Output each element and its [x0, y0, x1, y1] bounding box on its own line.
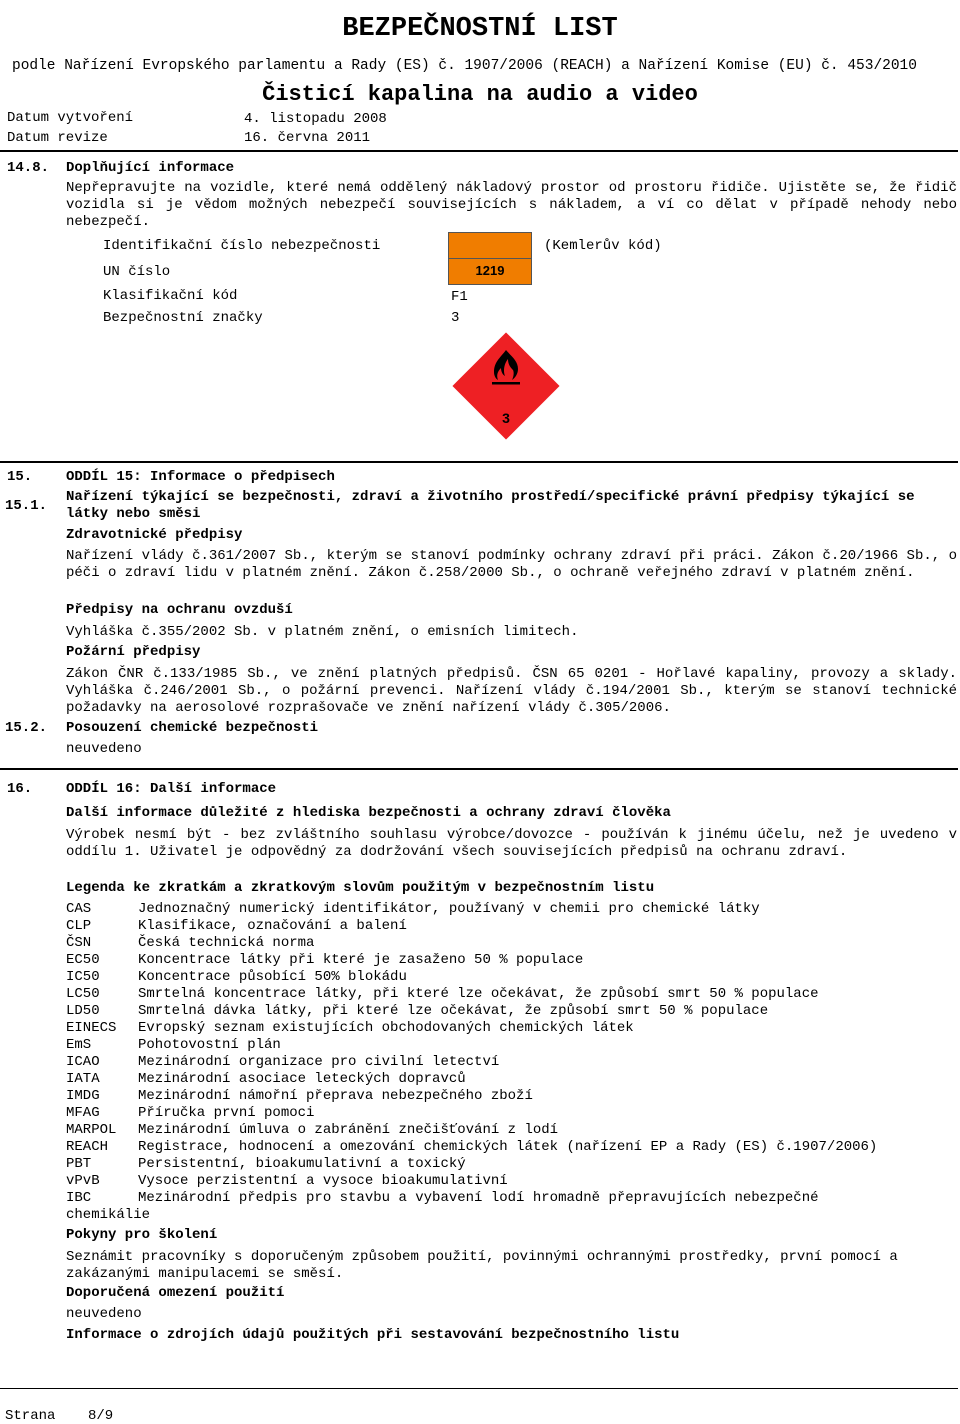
abbreviation-code: EINECS [66, 1020, 117, 1036]
header-divider [0, 150, 958, 152]
section-15-divider [0, 461, 958, 463]
abbreviation-code: MARPOL [66, 1122, 117, 1138]
section-15-2-title: Posouzení chemické bezpečnosti [66, 720, 319, 736]
abbreviation-meaning: Koncentrace látky při které je zasaženo 50 % populace [138, 952, 584, 968]
abbreviation-meaning: Mezinárodní úmluva o zabránění znečišťování z lodí [138, 1122, 559, 1138]
section-15-1-number: 15.1. [5, 498, 48, 514]
hazard-id-label: Identifikační číslo nebezpečnosti [103, 238, 381, 254]
abbreviation-meaning: Smrtelná koncentrace látky, při které lze očekávat, že způsobí smrt 50 % populace [138, 986, 819, 1002]
section-15-number: 15. [7, 469, 33, 485]
abbreviation-code: EC50 [66, 952, 100, 968]
health-regulations-title: Zdravotnické předpisy [66, 527, 243, 543]
additional-info-title: Další informace důležité z hlediska bezpečnosti a ochrany zdraví člověka [66, 805, 671, 821]
page-label: Strana [5, 1408, 56, 1424]
section-14-8-text: Nepřepravujte na vozidle, které nemá oddělený nákladový prostor od prostoru řidiče. Ujistěte se, že řidič vozidla si je vědom možných nebezpečí souvisejících s nákladem, a ví co dělat v případě nehody nebo nebezpečí. [66, 180, 957, 230]
training-text: Seznámit pracovníky s doporučeným způsobem použití, povinnými ochrannými prostředky, první pomocí a zakázanými manipulacemi se směsí. [66, 1249, 898, 1282]
kemler-label: (Kemlerův kód) [544, 238, 662, 254]
abbreviation-row [66, 1003, 877, 1020]
product-name: Čisticí kapalina na audio a video [262, 82, 698, 107]
created-label: Datum vytvoření [7, 110, 134, 126]
abbreviation-code: LD50 [66, 1003, 100, 1019]
safety-signs-value: 3 [451, 310, 460, 326]
abbreviation-row [66, 1139, 877, 1156]
abbreviation-row [66, 918, 877, 935]
abbreviation-meaning: Klasifikace, označování a balení [138, 918, 407, 934]
abbreviation-code: IMDG [66, 1088, 100, 1104]
abbreviation-meaning: Mezinárodní asociace leteckých dopravců [138, 1071, 466, 1087]
hazard-class-number: 3 [502, 410, 510, 426]
abbreviation-row [66, 1156, 877, 1173]
abbreviation-code: CLP [66, 918, 92, 934]
abbreviation-row [66, 1190, 877, 1207]
abbreviation-row [66, 935, 877, 952]
abbreviation-row [66, 969, 877, 986]
hazard-id-plate [448, 232, 532, 259]
created-value: 4. listopadu 2008 [244, 111, 387, 127]
un-number-label: UN číslo [103, 264, 171, 280]
revised-label: Datum revize [7, 130, 108, 146]
abbreviation-row [66, 1054, 877, 1071]
abbreviation-meaning: Jednoznačný numerický identifikátor, používaný v chemii pro chemické látky [138, 901, 760, 917]
flammable-liquid-pictogram [448, 328, 564, 444]
abbreviation-row [66, 1071, 877, 1088]
class-code-label: Klasifikační kód [103, 288, 238, 304]
abbreviation-code: vPvB [66, 1173, 100, 1189]
health-regulations-text: Nařízení vlády č.361/2007 Sb., kterým se stanoví podmínky ochrany zdraví při práci. Zákon č.20/1966 Sb., o péči o zdraví lidu v platném znění. Zákon č.258/2000 Sb., o ochraně veřejného zdraví v platném znění. [66, 548, 957, 581]
document-title: BEZPEČNOSTNÍ LIST [342, 14, 618, 44]
abbreviation-code: ICAO [66, 1054, 100, 1070]
air-regulations-title: Předpisy na ochranu ovzduší [66, 602, 293, 618]
abbreviation-meaning: Příručka první pomoci [138, 1105, 315, 1121]
section-15-2-number: 15.2. [5, 720, 48, 736]
abbreviation-meaning: Vysoce perzistentní a vysoce bioakumulativní [138, 1173, 508, 1189]
use-restrictions-text: neuvedeno [66, 1306, 142, 1322]
abbreviation-row [66, 1173, 877, 1190]
footer-divider [0, 1388, 958, 1389]
abbreviation-code: IBC [66, 1190, 92, 1206]
section-16-number: 16. [7, 781, 33, 797]
abbreviation-code: EmS [66, 1037, 92, 1053]
revised-value: 16. června 2011 [244, 130, 371, 146]
section-14-8-number: 14.8. [7, 160, 50, 176]
abbreviation-row [66, 986, 877, 1003]
abbreviation-row [66, 952, 877, 969]
abbreviation-meaning: Česká technická norma [138, 935, 315, 951]
page-number: 8/9 [88, 1408, 114, 1424]
section-16-title: ODDÍL 16: Další informace [66, 781, 277, 797]
regulation-line: podle Nařízení Evropského parlamentu a Rady (ES) č. 1907/2006 (REACH) a Nařízení Komise (EU) č. 453/2010 [12, 58, 917, 74]
abbreviation-code: IATA [66, 1071, 100, 1087]
legend-title: Legenda ke zkratkám a zkratkovým slovům použitým v bezpečnostním listu [66, 880, 655, 896]
abbreviation-row [66, 1020, 877, 1037]
fire-regulations-title: Požární předpisy [66, 644, 201, 660]
abbreviation-meaning: Pohotovostní plán [138, 1037, 281, 1053]
section-16-divider [0, 768, 958, 770]
abbreviation-code: REACH [66, 1139, 109, 1155]
abbreviation-meaning: Mezinárodní organizace pro civilní letectví [138, 1054, 500, 1070]
training-title: Pokyny pro školení [66, 1227, 218, 1243]
class-code-value: F1 [451, 289, 468, 305]
fire-regulations-text: Zákon ČNR č.133/1985 Sb., ve znění platných předpisů. ČSN 65 0201 - Hořlavé kapaliny, provozy a sklady. Vyhláška č.246/2001 Sb., o požární prevenci. Nařízení vlády č.194/2001 Sb., kterým se stanoví technické požadavky na aerosolové rozprašovače ve znění nařízení vlády č.305/2006. [66, 666, 957, 716]
abbreviation-meaning: Smrtelná dávka látky, při které lze očekávat, že způsobí smrt 50 % populace [138, 1003, 769, 1019]
abbreviation-list [66, 901, 877, 1224]
abbreviation-meaning: Koncentrace působící 50% blokádu [138, 969, 407, 985]
additional-info-text: Výrobek nesmí být - bez zvláštního souhlasu výrobce/dovozce - používán k jinému účelu, než je uvedeno v oddílu 1. Uživatel je odpovědný za dodržování všech souvisejících předpisů na ochranu zdraví. [66, 827, 957, 860]
abbreviation-meaning: Mezinárodní námořní přeprava nebezpečného zboží [138, 1088, 533, 1104]
air-regulations-text: Vyhláška č.355/2002 Sb. v platném znění, o emisních limitech. [66, 624, 579, 640]
abbreviation-row [66, 1105, 877, 1122]
abbreviation-wrap: chemikálie [66, 1207, 151, 1223]
abbreviation-row [66, 901, 877, 918]
abbreviation-code: LC50 [66, 986, 100, 1002]
abbreviation-meaning: Mezinárodní předpis pro stavbu a vybavení lodí hromadně přepravujících nebezpečné [138, 1190, 819, 1206]
abbreviation-code: PBT [66, 1156, 92, 1172]
section-15-1-title: Nařízení týkající se bezpečnosti, zdraví a životního prostředí/specifické právní předpisy týkající se látky nebo směsi [66, 489, 915, 522]
abbreviation-code: IC50 [66, 969, 100, 985]
section-15-2-text: neuvedeno [66, 741, 142, 757]
abbreviation-row [66, 1122, 877, 1139]
section-14-8-title: Doplňující informace [66, 160, 235, 176]
un-number-plate: 1219 [448, 258, 532, 285]
abbreviation-code: CAS [66, 901, 92, 917]
data-sources-title: Informace o zdrojích údajů použitých při sestavování bezpečnostního listu [66, 1327, 680, 1343]
abbreviation-meaning: Evropský seznam existujících obchodovaných chemických látek [138, 1020, 634, 1036]
abbreviation-code: ČSN [66, 935, 92, 951]
abbreviation-meaning: Registrace, hodnocení a omezování chemických látek (nařízení EP a Rady (ES) č.1907/2006) [138, 1139, 878, 1155]
abbreviation-meaning: Persistentní, bioakumulativní a toxický [138, 1156, 466, 1172]
abbreviation-code: MFAG [66, 1105, 100, 1121]
abbreviation-row [66, 1088, 877, 1105]
safety-signs-label: Bezpečnostní značky [103, 310, 263, 326]
use-restrictions-title: Doporučená omezení použití [66, 1285, 285, 1301]
abbreviation-row [66, 1037, 877, 1054]
section-15-title: ODDÍL 15: Informace o předpisech [66, 469, 335, 485]
